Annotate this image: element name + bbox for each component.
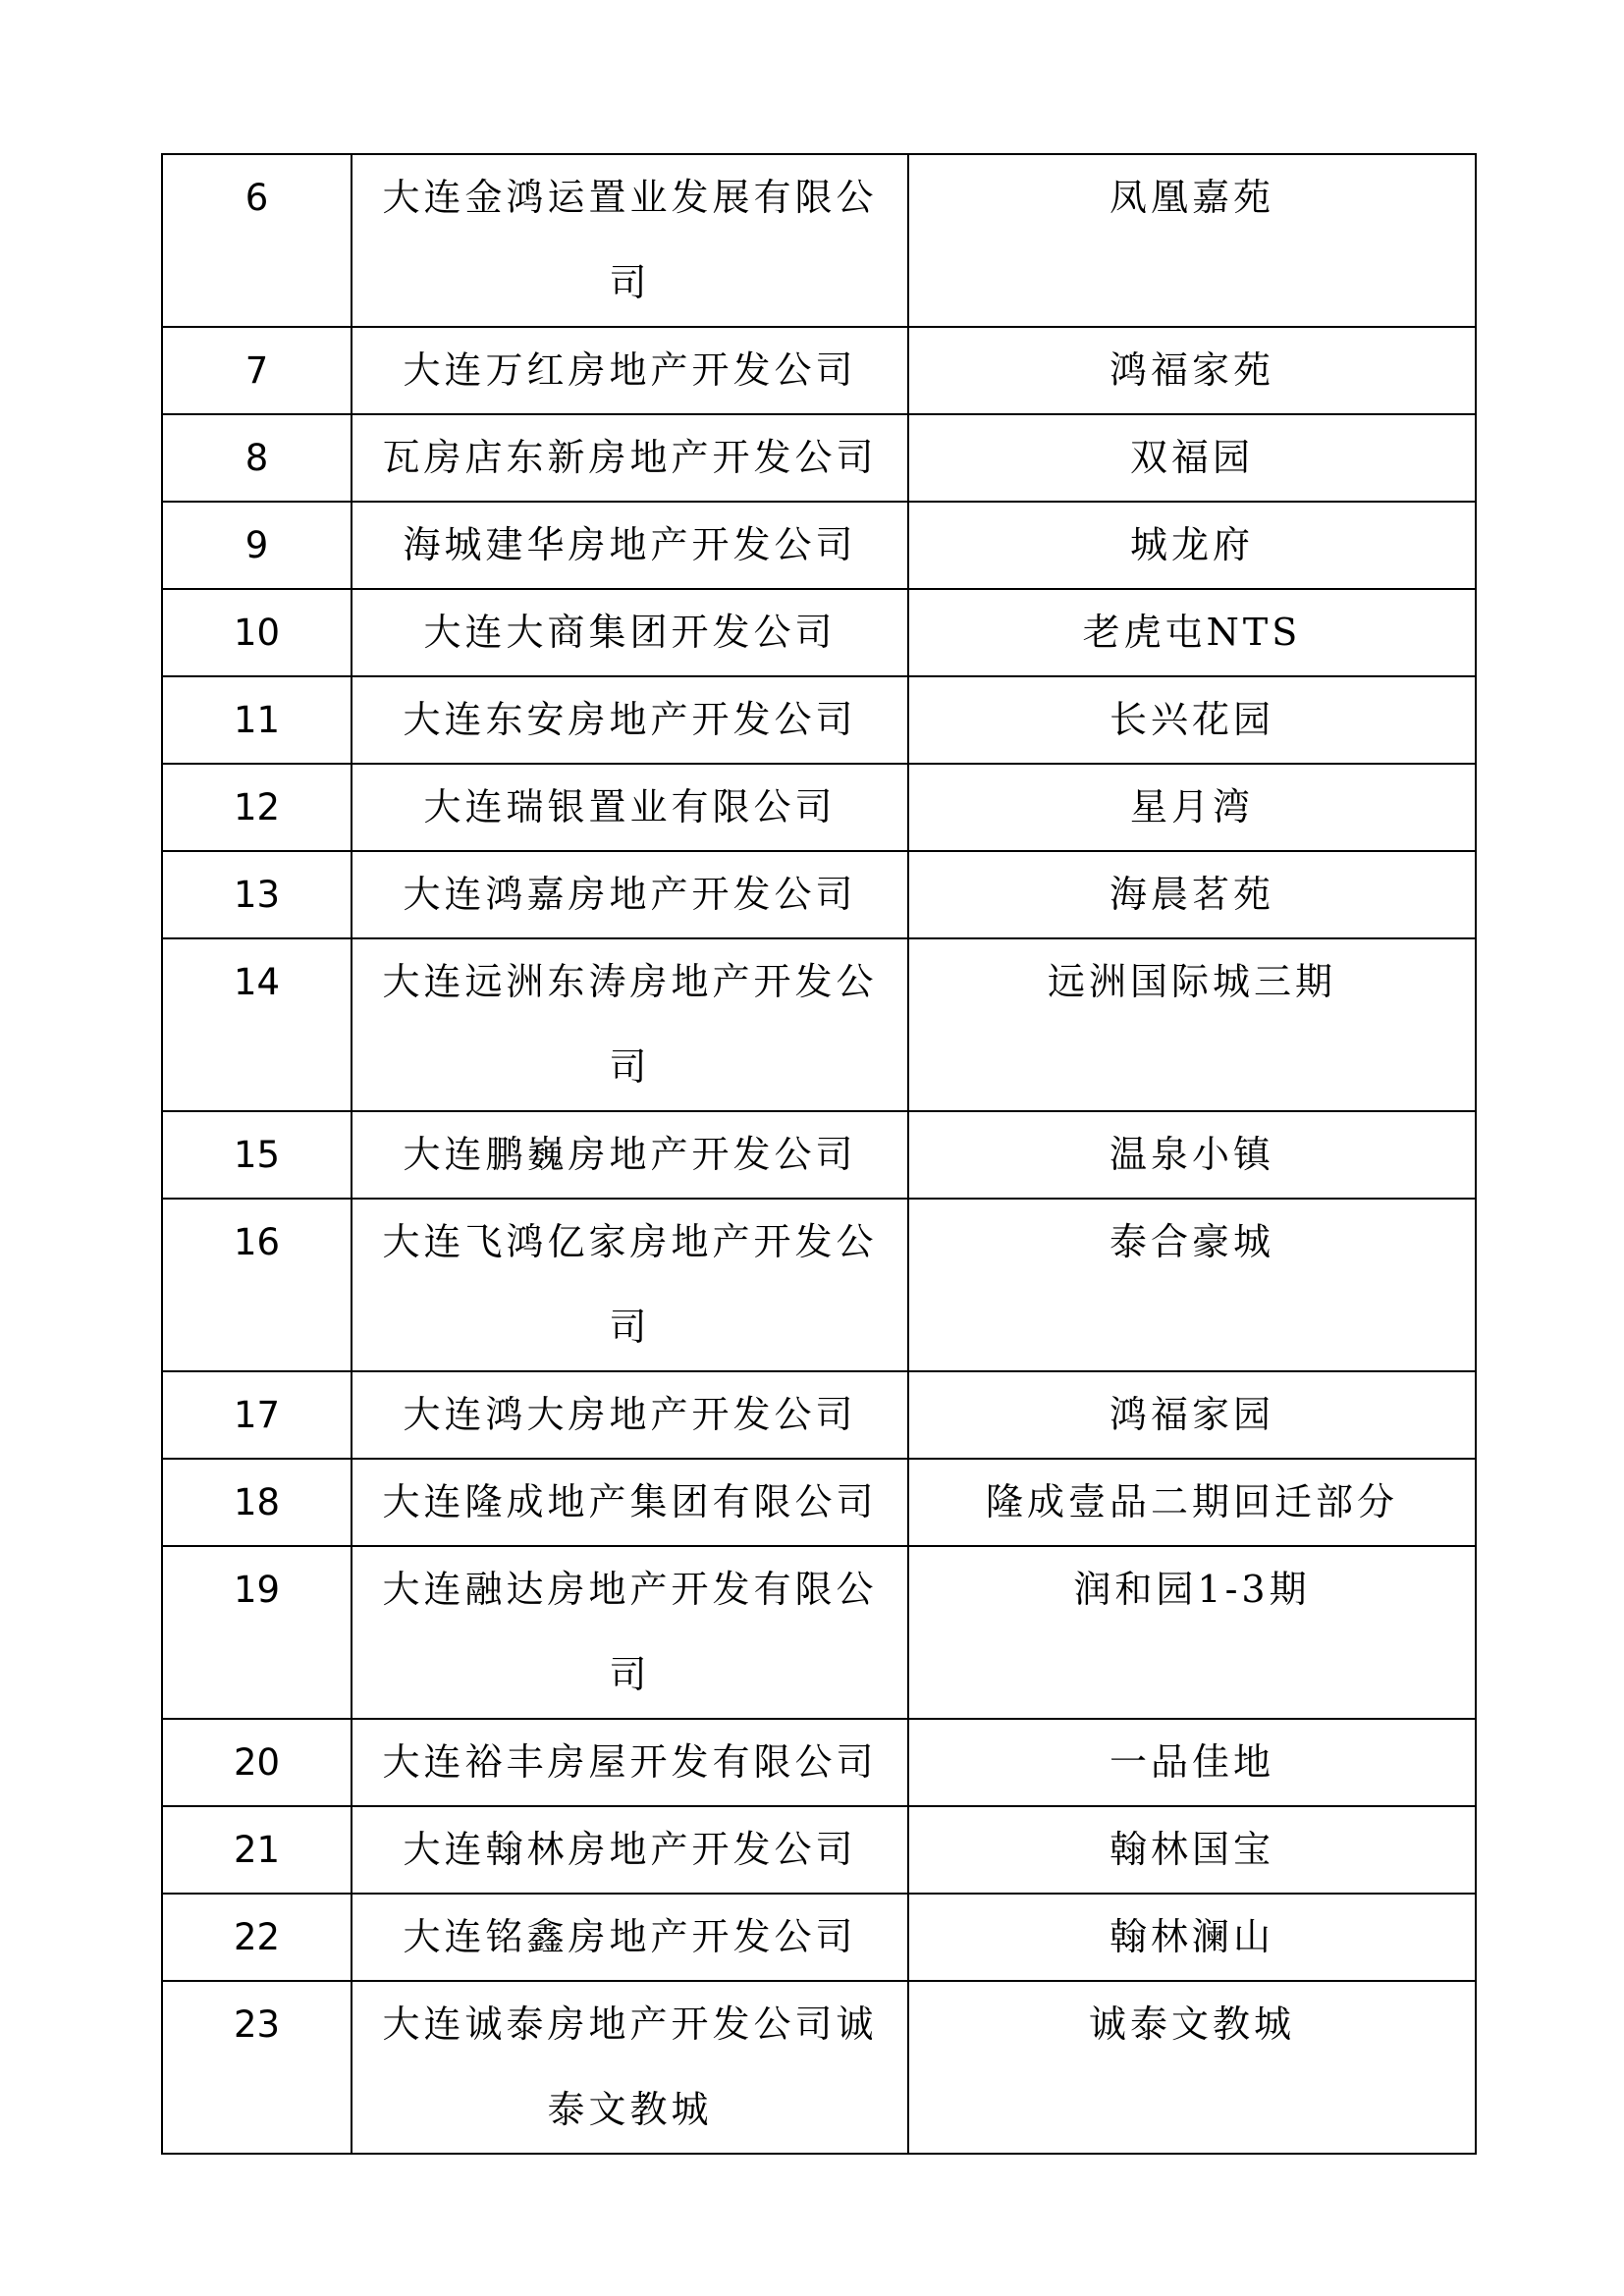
row-number: 18: [162, 1459, 352, 1546]
table-row: [162, 1981, 1476, 2154]
row-number: 15: [162, 1111, 352, 1199]
row-number: 13: [162, 851, 352, 938]
table-row: [162, 764, 1476, 851]
project-name: 一品佳地: [908, 1719, 1476, 1806]
table-row: [162, 1459, 1476, 1546]
company-name: 大连东安房地产开发公司: [352, 676, 908, 764]
project-name: 诚泰文教城: [908, 1981, 1476, 2154]
company-name: 大连鸿大房地产开发公司: [352, 1371, 908, 1459]
project-name: 双福园: [908, 414, 1476, 502]
table-row: [162, 1806, 1476, 1894]
table-row: [162, 502, 1476, 589]
table-row: [162, 1111, 1476, 1199]
company-name: 大连金鸿运置业发展有限公司: [352, 154, 908, 327]
row-number: 12: [162, 764, 352, 851]
project-name: 翰林澜山: [908, 1894, 1476, 1981]
row-number: 17: [162, 1371, 352, 1459]
project-name: 老虎屯NTS: [908, 589, 1476, 676]
project-name: 星月湾: [908, 764, 1476, 851]
company-name: 大连万红房地产开发公司: [352, 327, 908, 414]
row-number: 16: [162, 1199, 352, 1371]
project-name: 城龙府: [908, 502, 1476, 589]
project-name: 远洲国际城三期: [908, 938, 1476, 1111]
company-name: 大连鹏巍房地产开发公司: [352, 1111, 908, 1199]
company-name: 大连鸿嘉房地产开发公司: [352, 851, 908, 938]
company-name: 大连飞鸿亿家房地产开发公司: [352, 1199, 908, 1371]
project-name: 凤凰嘉苑: [908, 154, 1476, 327]
company-name: 大连瑞银置业有限公司: [352, 764, 908, 851]
company-name: 大连铭鑫房地产开发公司: [352, 1894, 908, 1981]
row-number: 23: [162, 1981, 352, 2154]
table-row: [162, 327, 1476, 414]
project-name: 温泉小镇: [908, 1111, 1476, 1199]
project-name: 翰林国宝: [908, 1806, 1476, 1894]
row-number: 19: [162, 1546, 352, 1719]
row-number: 21: [162, 1806, 352, 1894]
row-number: 8: [162, 414, 352, 502]
company-name: 大连诚泰房地产开发公司诚泰文教城: [352, 1981, 908, 2154]
company-name: 大连裕丰房屋开发有限公司: [352, 1719, 908, 1806]
row-number: 11: [162, 676, 352, 764]
table-row: [162, 1371, 1476, 1459]
project-name: 海晨茗苑: [908, 851, 1476, 938]
company-name: 大连隆成地产集团有限公司: [352, 1459, 908, 1546]
table-row: [162, 154, 1476, 327]
company-project-table: [161, 153, 1477, 2155]
company-name: 海城建华房地产开发公司: [352, 502, 908, 589]
table-row: [162, 676, 1476, 764]
company-name: 大连融达房地产开发有限公司: [352, 1546, 908, 1719]
table-row: [162, 851, 1476, 938]
project-name: 泰合豪城: [908, 1199, 1476, 1371]
project-name: 鸿福家苑: [908, 327, 1476, 414]
project-name: 隆成壹品二期回迁部分: [908, 1459, 1476, 1546]
project-name: 润和园1-3期: [908, 1546, 1476, 1719]
row-number: 9: [162, 502, 352, 589]
table-row: [162, 938, 1476, 1111]
company-name: 大连翰林房地产开发公司: [352, 1806, 908, 1894]
row-number: 20: [162, 1719, 352, 1806]
table-row: [162, 1894, 1476, 1981]
row-number: 14: [162, 938, 352, 1111]
table-row: [162, 414, 1476, 502]
project-name: 长兴花园: [908, 676, 1476, 764]
company-name: 大连远洲东涛房地产开发公司: [352, 938, 908, 1111]
table-row: [162, 1719, 1476, 1806]
company-name: 瓦房店东新房地产开发公司: [352, 414, 908, 502]
project-name: 鸿福家园: [908, 1371, 1476, 1459]
table-row: [162, 589, 1476, 676]
row-number: 22: [162, 1894, 352, 1981]
row-number: 6: [162, 154, 352, 327]
company-name: 大连大商集团开发公司: [352, 589, 908, 676]
table-body: [162, 154, 1476, 2154]
row-number: 10: [162, 589, 352, 676]
row-number: 7: [162, 327, 352, 414]
table-row: [162, 1199, 1476, 1371]
table-row: [162, 1546, 1476, 1719]
